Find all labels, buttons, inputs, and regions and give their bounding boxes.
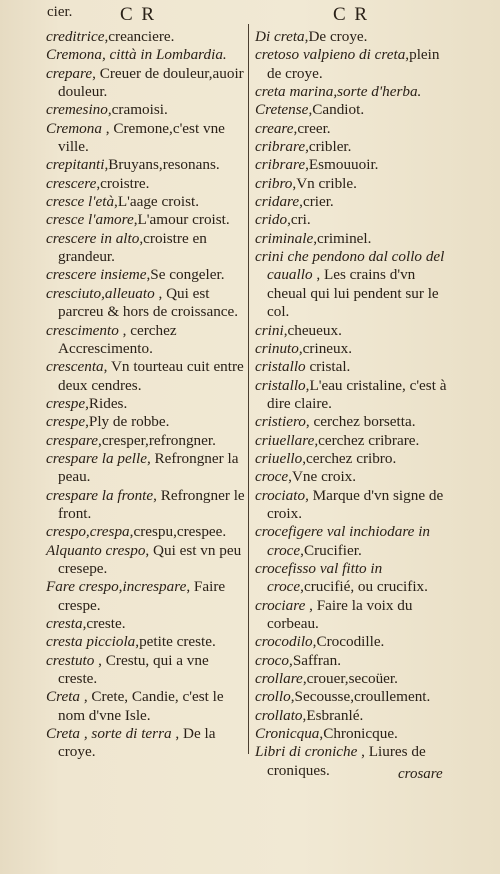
entry-headword: crestuto — [46, 651, 95, 669]
dictionary-entry — [46, 230, 248, 267]
entry-headword: crescere — [46, 174, 97, 192]
dictionary-entry — [46, 156, 248, 174]
entry-headword: criminale — [255, 229, 314, 247]
entry-headword: creta marina,sorte d'herba. — [255, 83, 422, 101]
entry-definition: ,crespu,crespee. — [129, 523, 227, 541]
entry-definition: ,De croye. — [304, 28, 368, 45]
dictionary-entry — [46, 193, 248, 211]
entry-definition: ,Esmouuoir. — [305, 156, 379, 174]
dictionary-entry — [255, 211, 457, 229]
entry-headword: crocefigere val inchiodare in croce — [255, 523, 431, 559]
entry-headword: crociare — [255, 596, 306, 614]
entry-headword: crescenta — [46, 358, 104, 376]
entry-definition: ,Ply de robbe. — [85, 413, 170, 431]
entry-headword: crepitanti — [46, 156, 105, 174]
dictionary-entry — [46, 725, 248, 762]
entry-definition: ,Chronicque. — [319, 725, 398, 743]
entry-headword: crido — [255, 211, 288, 229]
entry-headword: criuello — [255, 449, 303, 467]
dictionary-entry — [46, 450, 248, 487]
entry-headword: crespo,crespa — [46, 523, 130, 541]
entry-definition: ,L'eau cristaline, c'est à dire claire. — [267, 376, 447, 412]
entry-headword: crespare la fronte — [46, 486, 154, 504]
entry-definition: , Crestu, qui a vne creste. — [58, 651, 209, 688]
entry-headword: Cremona, città in Lombardia. — [46, 46, 227, 64]
dictionary-entry — [46, 432, 248, 450]
entry-definition: , Vn tourteau cuit entre deux cendres. — [58, 358, 244, 394]
entry-definition: ,Bruyans,resonans. — [104, 156, 220, 174]
dictionary-entry — [46, 542, 248, 579]
entry-headword: crespare — [46, 431, 99, 449]
entry-headword: Alquanto crespo — [46, 541, 146, 559]
entry-definition: ,creer. — [293, 119, 331, 137]
entry-definition: ,Crucifier. — [300, 541, 362, 559]
dictionary-entry — [255, 670, 457, 688]
entry-headword: Di creta — [255, 28, 305, 45]
dictionary-entry — [255, 101, 457, 119]
entry-definition: ,Se congeler. — [146, 266, 225, 284]
dictionary-entry — [46, 688, 248, 725]
dictionary-entry — [255, 450, 457, 468]
entry-headword: cresciuto,alleuato — [46, 284, 155, 302]
entry-headword: cridare — [255, 193, 300, 211]
dictionary-entry — [255, 432, 457, 450]
entry-headword: cristallo — [255, 358, 306, 376]
catchword: crosare — [398, 766, 443, 782]
entry-headword: cresta picciola — [46, 633, 136, 651]
dictionary-entry — [46, 413, 248, 431]
entry-definition: , cerchez borsetta. — [305, 413, 416, 431]
entry-headword: crini — [255, 321, 284, 339]
entry-headword: Libri di croniche — [255, 743, 358, 761]
dictionary-entry — [46, 578, 248, 615]
entry-headword: crollato — [255, 706, 303, 724]
entry-headword: crescere in alto — [46, 229, 140, 247]
dictionary-entry — [46, 322, 248, 359]
entry-definition: ,cresper,refrongner. — [98, 431, 216, 449]
entry-definition: , Qui est parcreu & hors de croissance. — [58, 284, 239, 321]
entry-definition: , Crete, Candie, c'est le nom d'vne Isle. — [58, 688, 224, 724]
entry-headword: croco — [255, 651, 290, 669]
dictionary-entry — [255, 340, 457, 358]
entry-headword: cribrare — [255, 138, 306, 156]
entry-definition: ,Rides. — [85, 394, 128, 412]
entry-definition: ,plein de croye. — [267, 46, 440, 82]
entry-definition: ,L'amour croist. — [133, 211, 230, 229]
dictionary-entry — [255, 46, 457, 83]
entry-definition: , Cremone,c'est vne ville. — [58, 119, 225, 156]
dictionary-entry — [255, 358, 457, 376]
entry-definition: ,Vne croix. — [288, 468, 357, 486]
dictionary-entry — [255, 28, 457, 46]
entry-definition: ,crier. — [299, 193, 334, 211]
entry-definition: ,creanciere. — [104, 28, 175, 45]
dictionary-entry — [46, 266, 248, 284]
dictionary-entry — [46, 285, 248, 322]
entry-headword: crollo — [255, 688, 291, 706]
entry-definition: ,cribler. — [305, 138, 352, 156]
entry-headword: creditrice — [46, 28, 105, 45]
entry-headword: criuellare — [255, 431, 315, 449]
dictionary-entry — [46, 175, 248, 193]
dictionary-entry — [46, 120, 248, 157]
entry-definition: ,Esbranlé. — [302, 706, 364, 724]
entry-headword: cristallo — [255, 376, 306, 394]
entry-definition: , Faire la voix du corbeau. — [267, 596, 413, 632]
entry-definition: , Qui est vn peu cresepe. — [58, 541, 242, 577]
dictionary-entry — [255, 83, 457, 101]
dictionary-entry — [255, 248, 457, 321]
dictionary-entry — [255, 377, 457, 414]
dictionary-entry — [46, 28, 248, 46]
entry-definition: , Les crains d'vn cheual qui lui pendent sur le col. — [267, 266, 439, 321]
entry-definition: ,Vn crible. — [292, 174, 357, 192]
entry-definition: ,crucifié, ou crucifix. — [300, 578, 428, 596]
entry-definition: ,creste. — [82, 615, 126, 632]
entry-headword: Cremona — [46, 119, 102, 137]
entry-headword: cretoso valpieno di creta — [255, 46, 406, 64]
dictionary-entry — [255, 175, 457, 193]
entry-definition: ,crouer,secoüer. — [302, 670, 398, 688]
entry-definition: ,petite creste. — [135, 633, 216, 651]
entry-definition: ,Saffran. — [289, 651, 342, 669]
dictionary-entry — [255, 688, 457, 706]
dictionary-entry — [46, 46, 248, 64]
entry-headword: crocefisso val fitto in croce — [255, 559, 383, 596]
entry-headword: crepare — [46, 64, 93, 82]
entry-headword: crescere insieme — [46, 266, 147, 284]
right-column — [255, 28, 457, 780]
entry-headword: cresce l'amore — [46, 211, 134, 229]
dictionary-entry — [46, 211, 248, 229]
entry-headword: Cretense — [255, 101, 309, 119]
entry-headword: cristiero — [255, 413, 306, 431]
entry-definition: , De la croye. — [58, 725, 216, 761]
entry-headword: cribro — [255, 174, 293, 192]
entry-definition: ,cerchez cribrare. — [314, 431, 420, 449]
entry-definition: , Liures de croniques. — [267, 743, 426, 779]
dictionary-entry — [255, 597, 457, 634]
entry-definition: , Refrongner le front. — [58, 486, 245, 522]
dictionary-entry — [255, 560, 457, 597]
dictionary-entry — [46, 65, 248, 102]
header-right-letters: C R — [333, 4, 370, 25]
header-carryover: cier. — [47, 4, 73, 20]
entry-headword: cribrare — [255, 156, 306, 174]
dictionary-entry — [255, 633, 457, 651]
entry-headword: crollare — [255, 670, 303, 688]
dictionary-entry — [255, 322, 457, 340]
dictionary-entry — [46, 487, 248, 524]
entry-definition: , Marque d'vn signe de croix. — [267, 486, 444, 522]
dictionary-entry — [46, 523, 248, 541]
entry-headword: crociato — [255, 486, 306, 504]
entry-headword: crinuto — [255, 339, 299, 357]
entry-definition: ,cramoisi. — [107, 101, 168, 119]
column-divider — [248, 24, 249, 754]
entry-headword: Cronicqua — [255, 725, 320, 743]
entry-definition: cristal. — [305, 358, 351, 376]
dictionary-entry — [46, 615, 248, 633]
entry-definition: ,Crocodille. — [312, 633, 385, 651]
entry-headword: crespare la pelle — [46, 449, 147, 467]
dictionary-entry — [255, 413, 457, 431]
dictionary-entry — [255, 487, 457, 524]
entry-definition: ,croistre. — [96, 174, 150, 192]
entry-definition: , Refrongner la peau. — [58, 449, 239, 486]
entry-headword: cremesino — [46, 101, 108, 119]
dictionary-entry — [255, 707, 457, 725]
dictionary-entry — [46, 358, 248, 395]
dictionary-entry — [255, 652, 457, 670]
dictionary-entry — [255, 120, 457, 138]
left-column — [46, 28, 248, 762]
dictionary-entry — [255, 468, 457, 486]
entry-headword: Creta — [46, 688, 81, 706]
dictionary-entry — [46, 101, 248, 119]
entry-definition: ,L'aage croist. — [114, 193, 200, 211]
dictionary-entry — [255, 156, 457, 174]
dictionary-entry — [255, 138, 457, 156]
entry-headword: Creta , sorte di terra — [46, 725, 172, 743]
header-left-letters: C R — [120, 4, 157, 25]
entry-definition: ,cerchez cribro. — [302, 449, 397, 467]
entry-headword: creare — [255, 119, 294, 137]
entry-headword: crocodilo — [255, 633, 313, 651]
entry-definition: ,criminel. — [313, 229, 372, 247]
entry-definition: , cerchez Accrescimento. — [58, 321, 177, 357]
dictionary-entry — [255, 523, 457, 560]
entry-definition: , Faire crespe. — [58, 578, 226, 614]
entry-definition: ,croistre en grandeur. — [58, 229, 207, 266]
entry-headword: cresce l'età — [46, 193, 115, 211]
dictionary-entry — [255, 725, 457, 743]
entry-definition: , Creuer de douleur,auoir douleur. — [58, 64, 244, 101]
entry-headword: Fare crespo,increspare — [46, 578, 187, 596]
dictionary-entry — [46, 633, 248, 651]
running-header — [0, 4, 500, 26]
entry-definition: ,cri. — [287, 211, 311, 229]
dictionary-entry — [46, 395, 248, 413]
dictionary-entry — [255, 193, 457, 211]
entry-headword: crescimento — [46, 321, 119, 339]
entry-headword: crini che pendono dal collo del cauallo — [255, 248, 445, 284]
dictionary-entry — [46, 652, 248, 689]
entry-definition: ,Candiot. — [308, 101, 365, 119]
entry-definition: ,cheueux. — [283, 321, 342, 339]
dictionary-entry — [255, 230, 457, 248]
entry-headword: crespe — [46, 413, 86, 431]
entry-definition: ,crineux. — [298, 339, 353, 357]
entry-headword: cresta — [46, 615, 83, 632]
entry-definition: ,Secousse,croullement. — [290, 688, 431, 706]
entry-headword: croce — [255, 468, 289, 486]
entry-headword: crespe — [46, 394, 86, 412]
